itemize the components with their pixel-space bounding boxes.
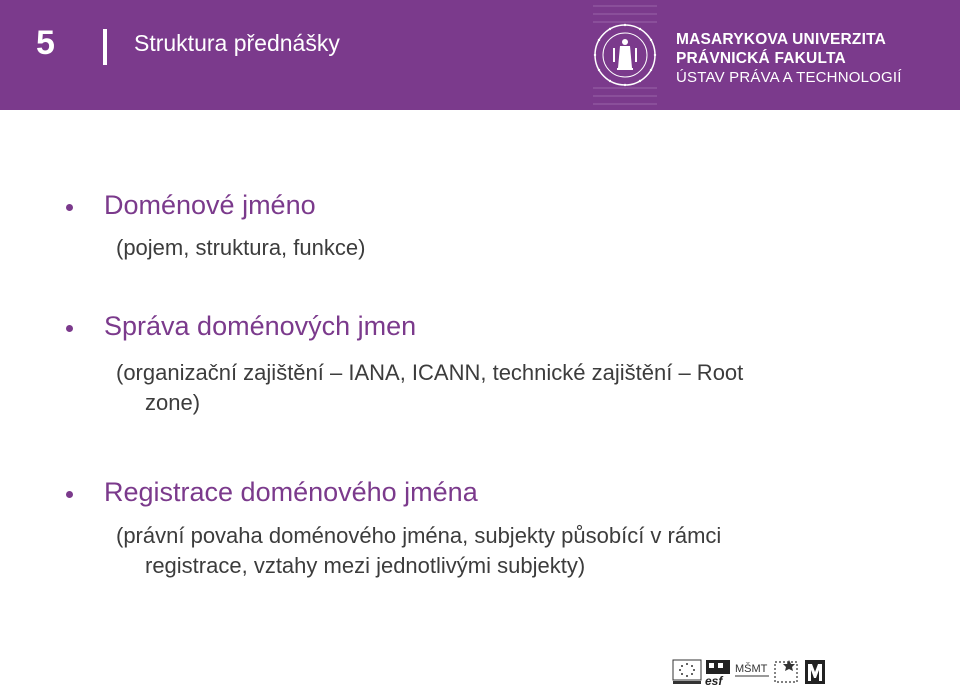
bullet-description (116, 358, 896, 418)
university-name-line3: ÚSTAV PRÁVA A TECHNOLOGIÍ (676, 69, 902, 86)
footer-logos (671, 656, 831, 686)
header-divider (103, 29, 107, 65)
header-bar (0, 0, 960, 110)
bullet-description-line: registrace, vztahy mezi jednotlivými subjekty) (145, 553, 586, 578)
bullet-description-line: (právní povaha doménového jména, subjekty působící v rámci (116, 523, 722, 548)
bullet-description (116, 521, 896, 581)
slide-number: 5 (36, 24, 55, 62)
msmt-logo-text: MŠMT (735, 663, 768, 675)
oppa-logo (775, 660, 797, 682)
muni-logo (805, 660, 825, 684)
esf-logo (705, 660, 730, 686)
slide-title: Struktura přednášky (134, 30, 340, 56)
msmt-logo (735, 662, 769, 676)
bullet-point-icon (66, 204, 73, 211)
bullet-description-line: (organizační zajištění – IANA, ICANN, technické zajištění – Root (116, 360, 744, 385)
esf-logo-text: esf (705, 674, 723, 686)
bullet-heading: Doménové jméno (104, 190, 316, 220)
eu-flag-logo (673, 660, 701, 684)
bullet-description-line: (pojem, struktura, funkce) (116, 235, 366, 260)
university-name (676, 30, 902, 87)
bullet-point-icon (66, 491, 73, 498)
university-name-line1: MASARYKOVA UNIVERZITA (676, 31, 887, 48)
bullet-description-line: zone) (145, 390, 201, 415)
university-name-line2: PRÁVNICKÁ FAKULTA (676, 50, 846, 67)
bullet-heading: Správa doménových jmen (104, 311, 417, 341)
bullet-heading: Registrace doménového jména (104, 477, 478, 507)
bullet-point-icon (66, 325, 73, 332)
university-seal-icon (591, 0, 659, 110)
bullet-description (116, 233, 896, 263)
